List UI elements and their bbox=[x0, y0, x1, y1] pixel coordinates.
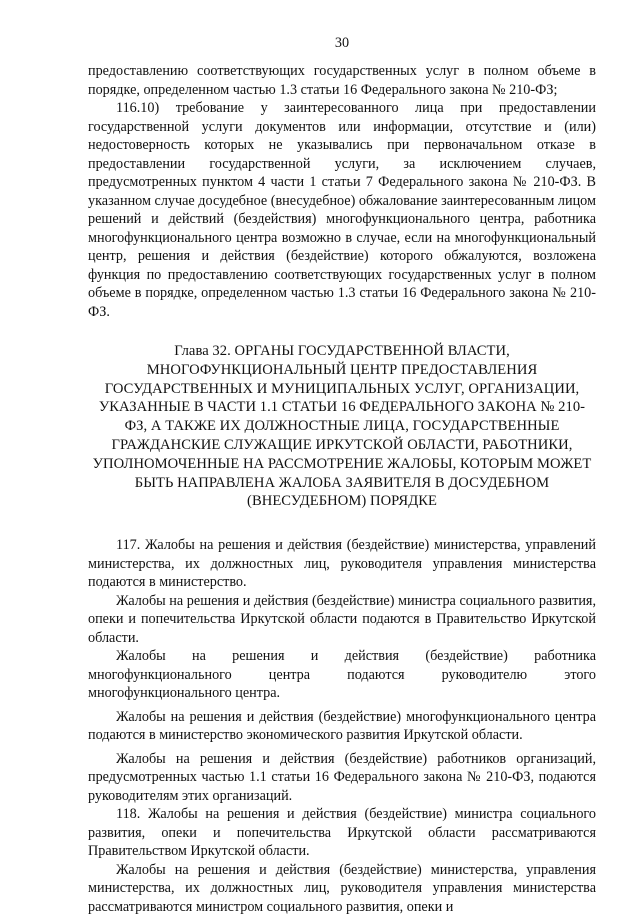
paragraph-complaints-mfc: Жалобы на решения и действия (бездействие) многофункционального центра подаются в министерство экономического развития Иркутской области. bbox=[88, 708, 596, 744]
paragraph-continuation: предоставлению соответствующих государственных услуг в полном объеме в порядке, определенном частью 1.3 статьи 16 Федерального закона № 210-ФЗ; bbox=[88, 63, 596, 98]
paragraph-complaints-ministry: Жалобы на решения и действия (бездействие) министерства, управления министерства, их должностных лиц, руководителя управления министерства рассматриваются министром социального развития, опеки и bbox=[88, 861, 596, 915]
page-number: 30 bbox=[334, 35, 350, 51]
paragraph-118: 118. Жалобы на решения и действия (бездействие) министра социального развития, опеки и попечительства Иркутской области рассматриваются Правительством Иркутской области. bbox=[88, 806, 596, 860]
paragraph-complaints-mfc-worker: Жалобы на решения и действия (бездействие) работника многофункционального центра подаются руководителю этого многофункционального центра. bbox=[88, 648, 596, 702]
paragraph-complaints-minister: Жалобы на решения и действия (бездействие) министра социального развития, опеки и попечительства Иркутской области подаются в Правительство Иркутской области. bbox=[88, 592, 596, 646]
chapter-heading: Глава 32. ОРГАНЫ ГОСУДАРСТВЕННОЙ ВЛАСТИ, МНОГОФУНКЦИОНАЛЬНЫЙ ЦЕНТР ПРЕДОСТАВЛЕНИЯ ГОСУДАРСТВЕННЫХ И МУНИЦИПАЛЬНЫХ УСЛУГ, ОРГАНИЗАЦИИ, УКАЗАННЫЕ В ЧАСТИ 1.1 СТАТЬИ 16 ФЕДЕРАЛЬНОГО ЗАКОНА № 210-ФЗ, А ТАКЖЕ ИХ ДОЛЖНОСТНЫЕ ЛИЦА, ГОСУДАРСТВЕННЫЕ ГРАЖДАНСКИЕ СЛУЖАЩИЕ ИРКУТСКОЙ ОБЛАСТИ, РАБОТНИКИ, УПОЛНОМОЧЕННЫЕ НА РАССМОТРЕНИЕ ЖАЛОБЫ, КОТОРЫМ МОЖЕТ БЫТЬ НАПРАВЛЕНА ЖАЛОБА ЗАЯВИТЕЛЯ В ДОСУДЕБНОМ (ВНЕСУДЕБНОМ) ПОРЯДКЕ bbox=[92, 343, 592, 510]
document-page bbox=[88, 34, 596, 916]
paragraph-116-10: 116.10) требование у заинтересованного лица при предоставлении государственной услуги документов или информации, отсутствие и (или) недостоверность которых не указывались при первоначальном отказе в предоставлении государственной услуги, за исключением случаев, предусмотренных пунктом 4 части 1 статьи 7 Федерального закона № 210-ФЗ. В указанном случае досудебное (внесудебное) обжалование заинтересованным лицом решений и действий (бездействия) многофункционального центра, работника многофункционального центра возможно в случае, если на многофункциональный центр, решения и действия (бездействие) которого обжалуются, возложена функция по предоставлению соответствующих государственных услуг в полном объеме в порядке, определенном частью 1.3 статьи 16 Федерального закона № 210-ФЗ. bbox=[88, 100, 596, 320]
paragraph-117: 117. Жалобы на решения и действия (бездействие) министерства, управлений министерства, их должностных лиц, руководителя управления министерства подаются в министерство. bbox=[88, 537, 596, 591]
paragraph-complaints-organizations: Жалобы на решения и действия (бездействие) работников организаций, предусмотренных частью 1.1 статьи 16 Федерального закона № 210-ФЗ, подаются руководителям этих организаций. bbox=[88, 750, 596, 804]
